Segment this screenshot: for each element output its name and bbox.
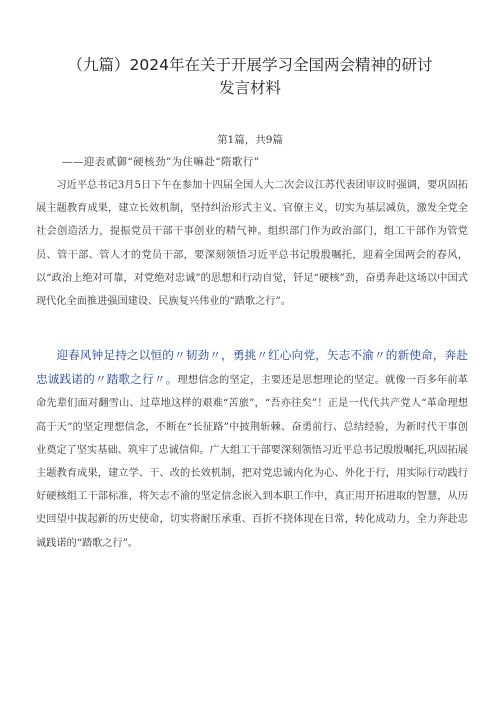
page-info: 第1篇，共9篇 [217, 134, 283, 146]
section-subtitle: ——迎表贰御“硬核劲”为住嘛赴“隋歌行” [62, 156, 260, 168]
document-title-line2: 发言材料 [218, 79, 281, 97]
paragraph-1: 习近平总书记3月5日下午在参加十四届全国人大二次会议江苏代表团审议时强调，要巩固拓展主题教育成果，建立长效机制，坚持纠治形式主义、官僚主义，切实为基层减负，激发全党全社会创造活力，提振党员干部干事创业的精气神。组织部门作为政治部门，组工干部作为管党员、管干部、管人才的党员干部，要深刻领悟习近平总书记殷殷嘱托，迎着全国两会的春风，以“政治上绝对可靠，对党绝对忠诚”的思想和行动自觉，钎足“硬核”劲，奋勇奔赴这场以中国式现代化全面推进强国建设、民族复兴伟业的“踏歌之行”。 [36, 180, 468, 308]
paragraph-2-body: 理想信念的坚定，主要还是思想理论的坚定。就像一百多年前革命先辈们面对翻雪山、过草地这样的艰难“苦旅”，“吾亦往矣”！正是一代代共产党人“革命理想高于天”的坚定理想信念，不断在“长征路”中披荆斩棘、奋勇前行、总结经验，为新时代干事创业奠定了坚实基础、筑牢了忠诚信仰。广大组工干部要深刻领悟习近平总书记殷殷嘱托,巩固拓展主题教育成果，建立学、干、改的长效机制，把对党忠诚内化为心、外化于行，用实际行动践行好硬核组工干部标准，将矢志不渝的坚定信念嵌入到本职工作中，真正用开拓进取的智慧，从历史回望中拔起新的历史使命，切实将耐压承重、百折不挠体现在日常，转化成动力，全力奔赴忠诚践诺的“踏歌之行”。 [36, 375, 468, 549]
document-title-line1: （九篇）2024年在关于开展学习全国两会精神的研讨 [67, 56, 433, 74]
paragraph-2 [36, 344, 468, 555]
paragraph-2-heading: 迎春风钟足持之以恒的〃韧劲〃，勇挑〃红心向党，矢志不渝〃的新使命，奔赴忠诚践诺的〃踏歌之行〃。 [36, 348, 468, 387]
